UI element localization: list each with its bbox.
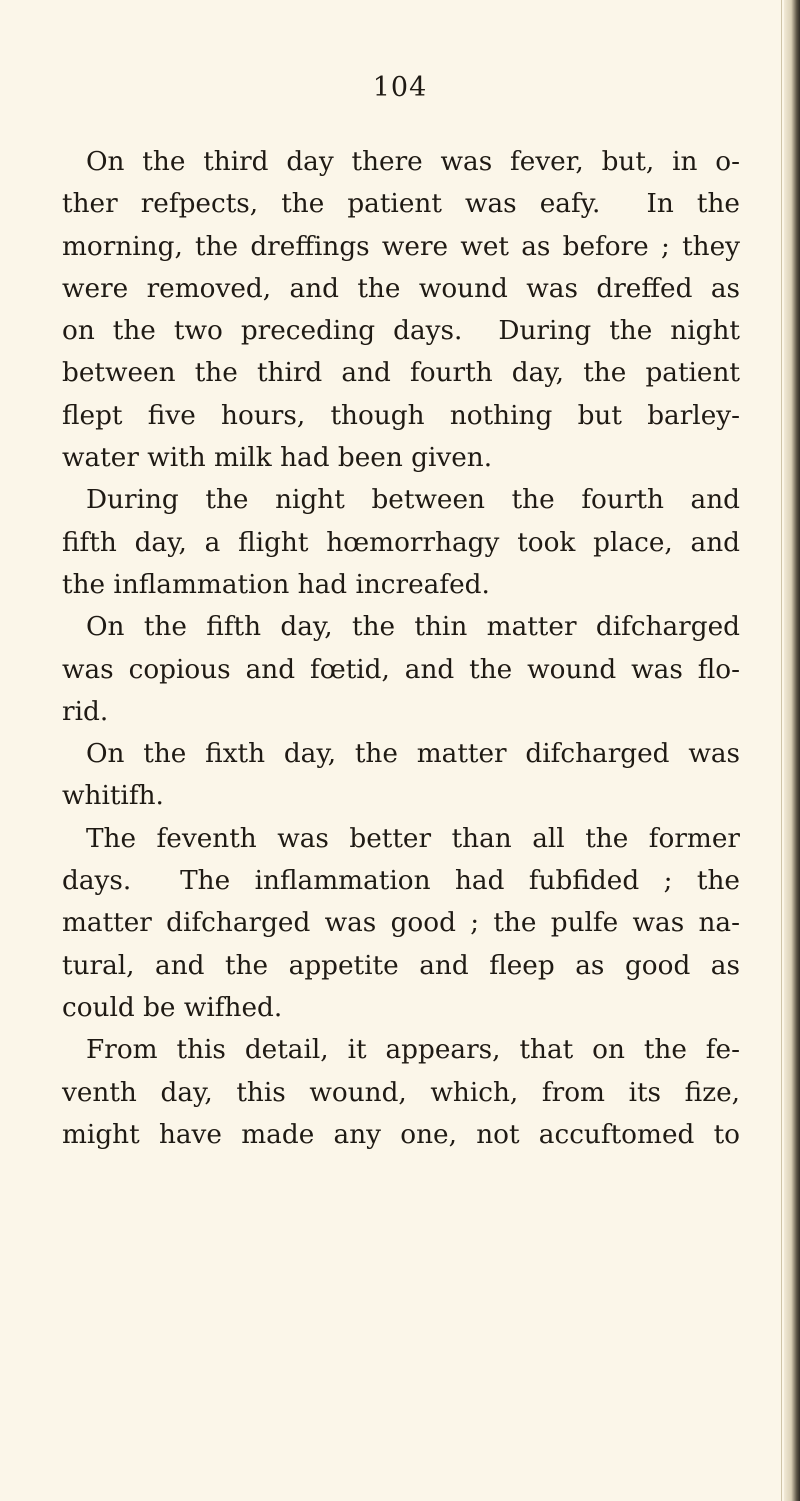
text-line: flept five hours, though nothing but barley- xyxy=(62,400,740,431)
text-line: rid. xyxy=(62,696,109,727)
text-line: whitifh. xyxy=(62,781,164,812)
text-line: venth day, this wound, which, from its fize, xyxy=(62,1077,740,1108)
text-line: days. The inflammation had fubfided ; the xyxy=(62,866,740,897)
text-line: matter difcharged was good ; the pulfe was na- xyxy=(62,908,740,939)
text-line: The feventh was better than all the former xyxy=(86,823,740,854)
text-line: might have made any one, not accuftomed to xyxy=(62,1119,740,1150)
text-line: fifth day, a flight hœmorrhagy took place, and xyxy=(62,527,740,558)
text-line: between the third and fourth day, the patient xyxy=(62,358,740,389)
page-edge-line xyxy=(781,0,782,1501)
text-line: water with milk had been given. xyxy=(62,443,493,474)
body-text xyxy=(62,141,740,1156)
text-line: the inflammation had increafed. xyxy=(62,569,490,600)
text-line: tural, and the appetite and fleep as good as xyxy=(62,950,740,981)
page-number: 104 xyxy=(372,72,428,103)
text-line: morning, the dreffings were wet as before ; they xyxy=(62,231,740,262)
text-line: could be wifhed. xyxy=(62,992,283,1023)
text-line: ther refpects, the patient was eafy. In the xyxy=(62,189,740,220)
text-line: was copious and fœtid, and the wound was flo- xyxy=(62,654,740,685)
book-gutter-shadow xyxy=(784,0,800,1501)
text-line: During the night between the fourth and xyxy=(86,485,740,516)
text-line: On the third day there was fever, but, in o- xyxy=(86,147,740,177)
text-line: were removed, and the wound was dreffed as xyxy=(62,273,740,304)
text-line: From this detail, it appears, that on the fe- xyxy=(86,1035,740,1066)
text-line: on the two preceding days. During the night xyxy=(62,316,740,347)
text-line: On the fifth day, the thin matter difcharged xyxy=(86,612,740,643)
text-line: On the fixth day, the matter difcharged was xyxy=(86,739,740,770)
